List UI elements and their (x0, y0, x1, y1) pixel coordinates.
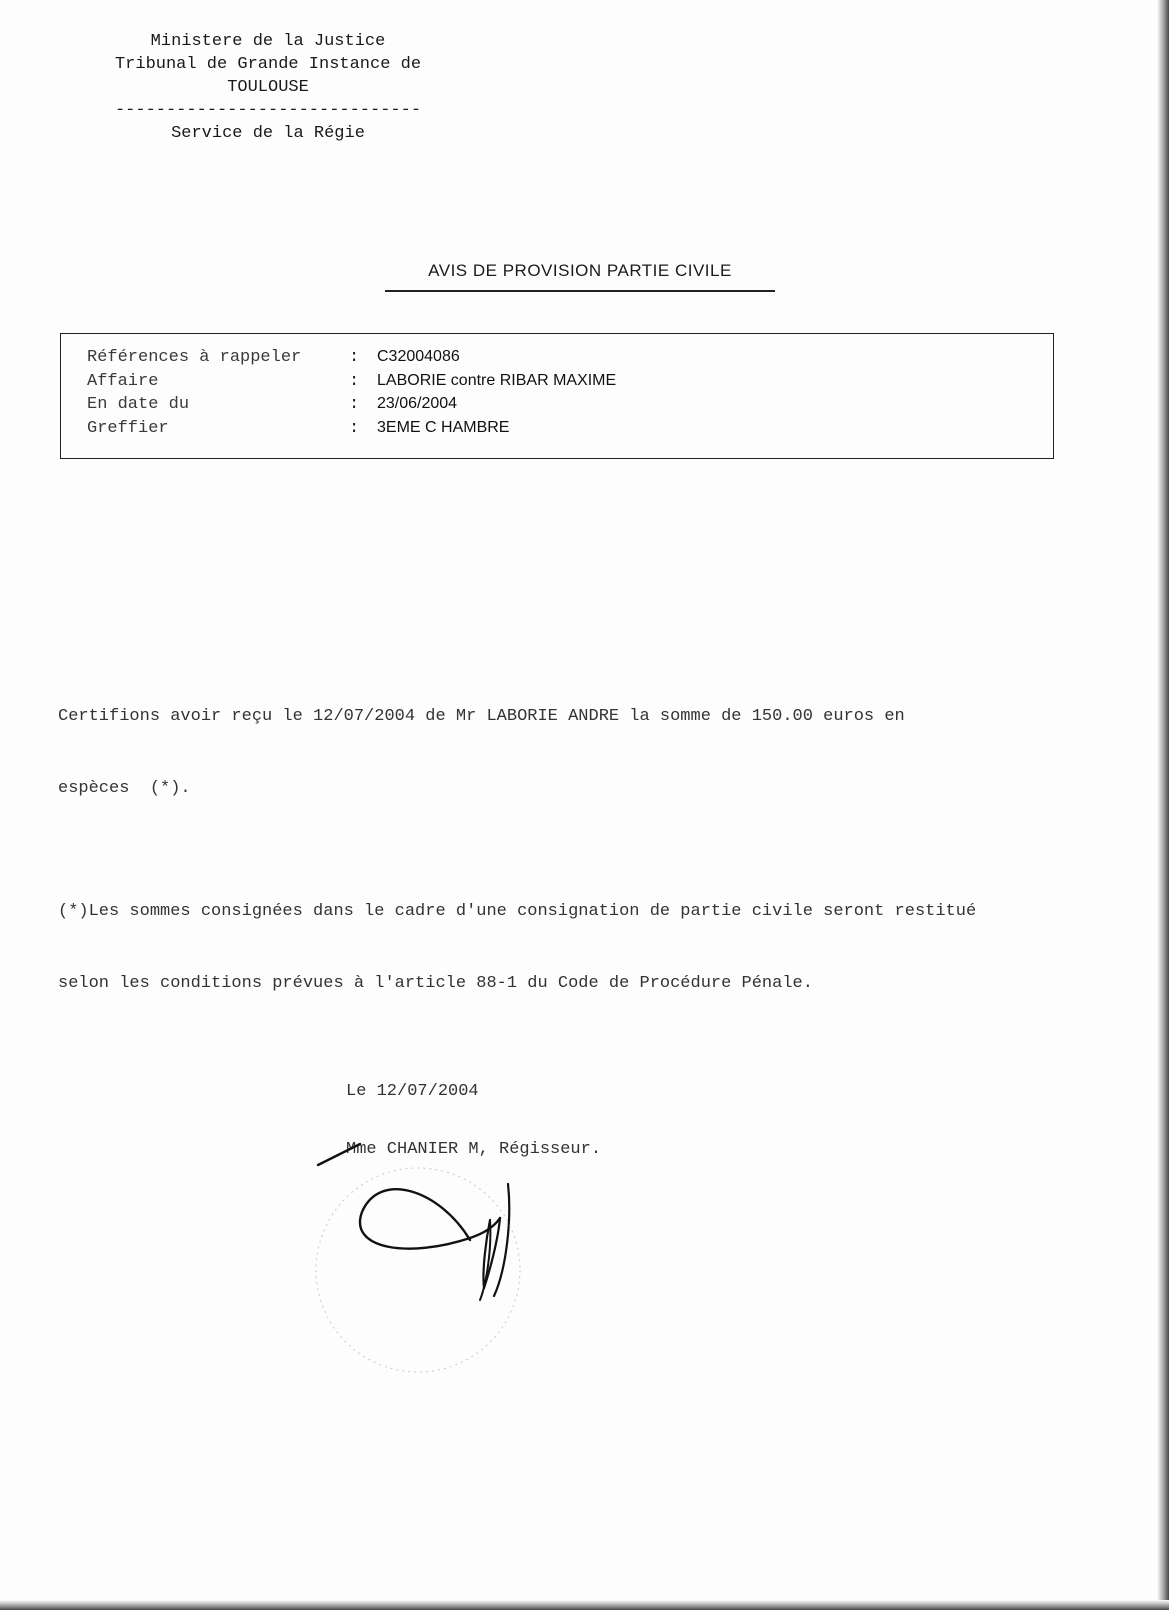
signatory-name: Mme CHANIER M, Régisseur. (346, 1140, 602, 1159)
date-row (87, 395, 457, 419)
certification-paragraph (58, 657, 905, 849)
reference-row (87, 348, 460, 372)
date-value: 23/06/2004 (377, 395, 458, 412)
header-rule: ------------------------------ (114, 101, 422, 120)
certification-line-2: espèces (*). (58, 779, 191, 798)
issuer-header (78, 30, 458, 145)
ministry-line: Ministere de la Justice (150, 32, 386, 51)
footnote-line-2: selon les conditions prévues à l'article 88-1 du Code de Procédure Pénale. (58, 974, 813, 993)
handwritten-signature (300, 1120, 560, 1400)
tribunal-line: Tribunal de Grande Instance de (114, 55, 422, 74)
greffier-colon: : (349, 419, 360, 438)
service-line: Service de la Régie (171, 124, 365, 143)
greffier-value: 3EME C HAMBRE (377, 419, 510, 436)
scan-edge-right (1157, 0, 1169, 1610)
title-underline (385, 290, 775, 292)
scan-edge-bottom (0, 1600, 1169, 1610)
greffier-row (87, 419, 509, 443)
footnote-paragraph (58, 852, 976, 1044)
date-label: En date du (87, 395, 190, 414)
reference-colon: : (349, 348, 360, 367)
closing-date: Le 12/07/2004 (346, 1082, 479, 1101)
greffier-label: Greffier (87, 419, 169, 438)
date-colon: : (349, 395, 360, 414)
reference-label: Références à rappeler (87, 348, 302, 367)
affaire-row (87, 372, 616, 396)
affaire-colon: : (349, 372, 360, 391)
certification-line-1: Certifions avoir reçu le 12/07/2004 de Mr LABORIE ANDRE la somme de 150.00 euros en (58, 707, 905, 726)
affaire-label: Affaire (87, 372, 159, 391)
footnote-line-1: (*)Les sommes consignées dans le cadre d'une consignation de partie civile seront restitué (58, 902, 977, 921)
references-box (60, 333, 1054, 459)
reference-value: C32004086 (377, 348, 460, 365)
document-title: AVIS DE PROVISION PARTIE CIVILE (428, 261, 732, 280)
city-line: TOULOUSE (227, 78, 309, 97)
affaire-value: LABORIE contre RIBAR MAXIME (377, 372, 617, 389)
